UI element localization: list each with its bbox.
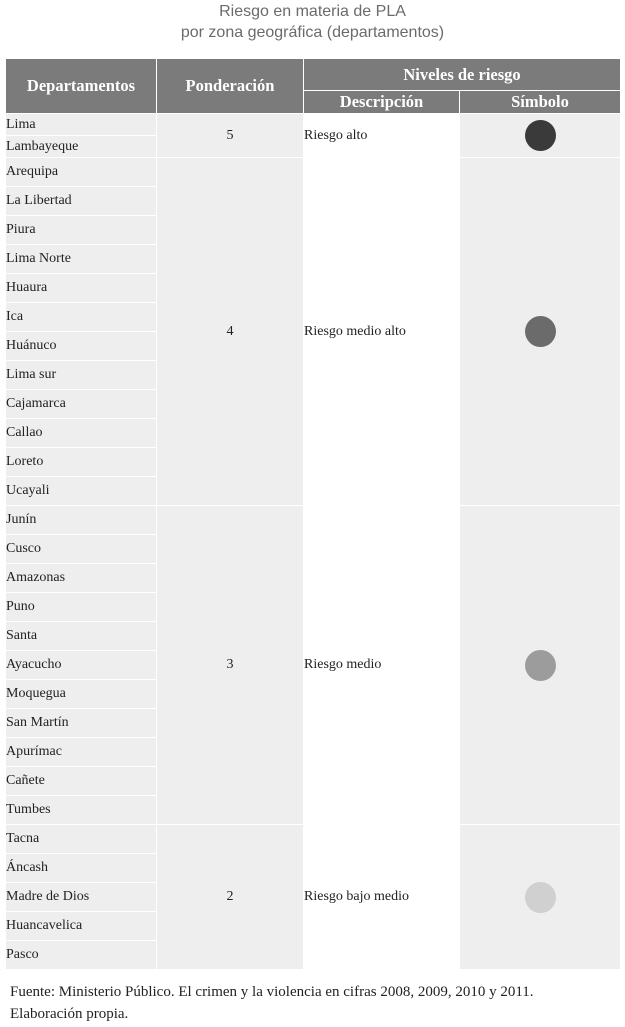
department-cell: Ica bbox=[6, 303, 157, 332]
title-line-2: por zona geográfica (departamentos) bbox=[180, 24, 445, 41]
risk-circle-icon bbox=[525, 882, 556, 913]
descripcion-cell: Riesgo medio bbox=[304, 506, 460, 825]
descripcion-cell: Riesgo medio alto bbox=[304, 158, 460, 506]
symbol-cell bbox=[460, 158, 621, 506]
title-line-1: Riesgo en materia de PLA bbox=[219, 3, 406, 20]
department-cell: Moquegua bbox=[6, 680, 157, 709]
department-cell: Lima bbox=[6, 114, 157, 136]
department-cell: Madre de Dios bbox=[6, 883, 157, 912]
ponderacion-cell: 2 bbox=[157, 825, 304, 970]
risk-circle-icon bbox=[525, 316, 556, 347]
department-cell: Apurímac bbox=[6, 738, 157, 767]
risk-table bbox=[5, 58, 621, 970]
table-row bbox=[6, 825, 621, 854]
table-row bbox=[6, 114, 621, 136]
department-cell: Callao bbox=[6, 419, 157, 448]
risk-circle-icon bbox=[525, 120, 556, 151]
department-cell: Cañete bbox=[6, 767, 157, 796]
department-cell: Santa bbox=[6, 622, 157, 651]
department-cell: Cajamarca bbox=[6, 390, 157, 419]
header-departamentos: Departamentos bbox=[6, 59, 157, 114]
header-descripcion: Descripción bbox=[304, 91, 460, 114]
department-cell: Ucayali bbox=[6, 477, 157, 506]
department-cell: Pasco bbox=[6, 941, 157, 970]
table-row bbox=[6, 158, 621, 187]
table-title bbox=[0, 0, 625, 43]
department-cell: Arequipa bbox=[6, 158, 157, 187]
department-cell: Junín bbox=[6, 506, 157, 535]
descripcion-cell: Riesgo alto bbox=[304, 114, 460, 158]
header-ponderacion: Ponderación bbox=[157, 59, 304, 114]
department-cell: Lima sur bbox=[6, 361, 157, 390]
department-cell: Tacna bbox=[6, 825, 157, 854]
header-simbolo: Símbolo bbox=[460, 91, 621, 114]
department-cell: Puno bbox=[6, 593, 157, 622]
symbol-cell bbox=[460, 825, 621, 970]
department-cell: Tumbes bbox=[6, 796, 157, 825]
ponderacion-cell: 5 bbox=[157, 114, 304, 158]
source-line-1: Fuente: Ministerio Público. El crimen y la violencia en cifras 2008, 2009, 2010 y 2011. bbox=[10, 984, 534, 1000]
department-cell: Loreto bbox=[6, 448, 157, 477]
ponderacion-cell: 4 bbox=[157, 158, 304, 506]
table-body bbox=[6, 114, 621, 970]
descripcion-cell: Riesgo bajo medio bbox=[304, 825, 460, 970]
department-cell: Huánuco bbox=[6, 332, 157, 361]
symbol-cell bbox=[460, 114, 621, 158]
department-cell: Ayacucho bbox=[6, 651, 157, 680]
department-cell: La Libertad bbox=[6, 187, 157, 216]
symbol-cell bbox=[460, 506, 621, 825]
department-cell: Huancavelica bbox=[6, 912, 157, 941]
source-line-2: Elaboración propia. bbox=[10, 1006, 129, 1022]
department-cell: Cusco bbox=[6, 535, 157, 564]
department-cell: Huaura bbox=[6, 274, 157, 303]
department-cell: San Martín bbox=[6, 709, 157, 738]
source-note bbox=[10, 981, 620, 1025]
table-row bbox=[6, 506, 621, 535]
department-cell: Piura bbox=[6, 216, 157, 245]
department-cell: Lima Norte bbox=[6, 245, 157, 274]
department-cell: Lambayeque bbox=[6, 136, 157, 158]
department-cell: Áncash bbox=[6, 854, 157, 883]
department-cell: Amazonas bbox=[6, 564, 157, 593]
ponderacion-cell: 3 bbox=[157, 506, 304, 825]
header-niveles: Niveles de riesgo bbox=[304, 59, 621, 91]
risk-circle-icon bbox=[525, 650, 556, 681]
